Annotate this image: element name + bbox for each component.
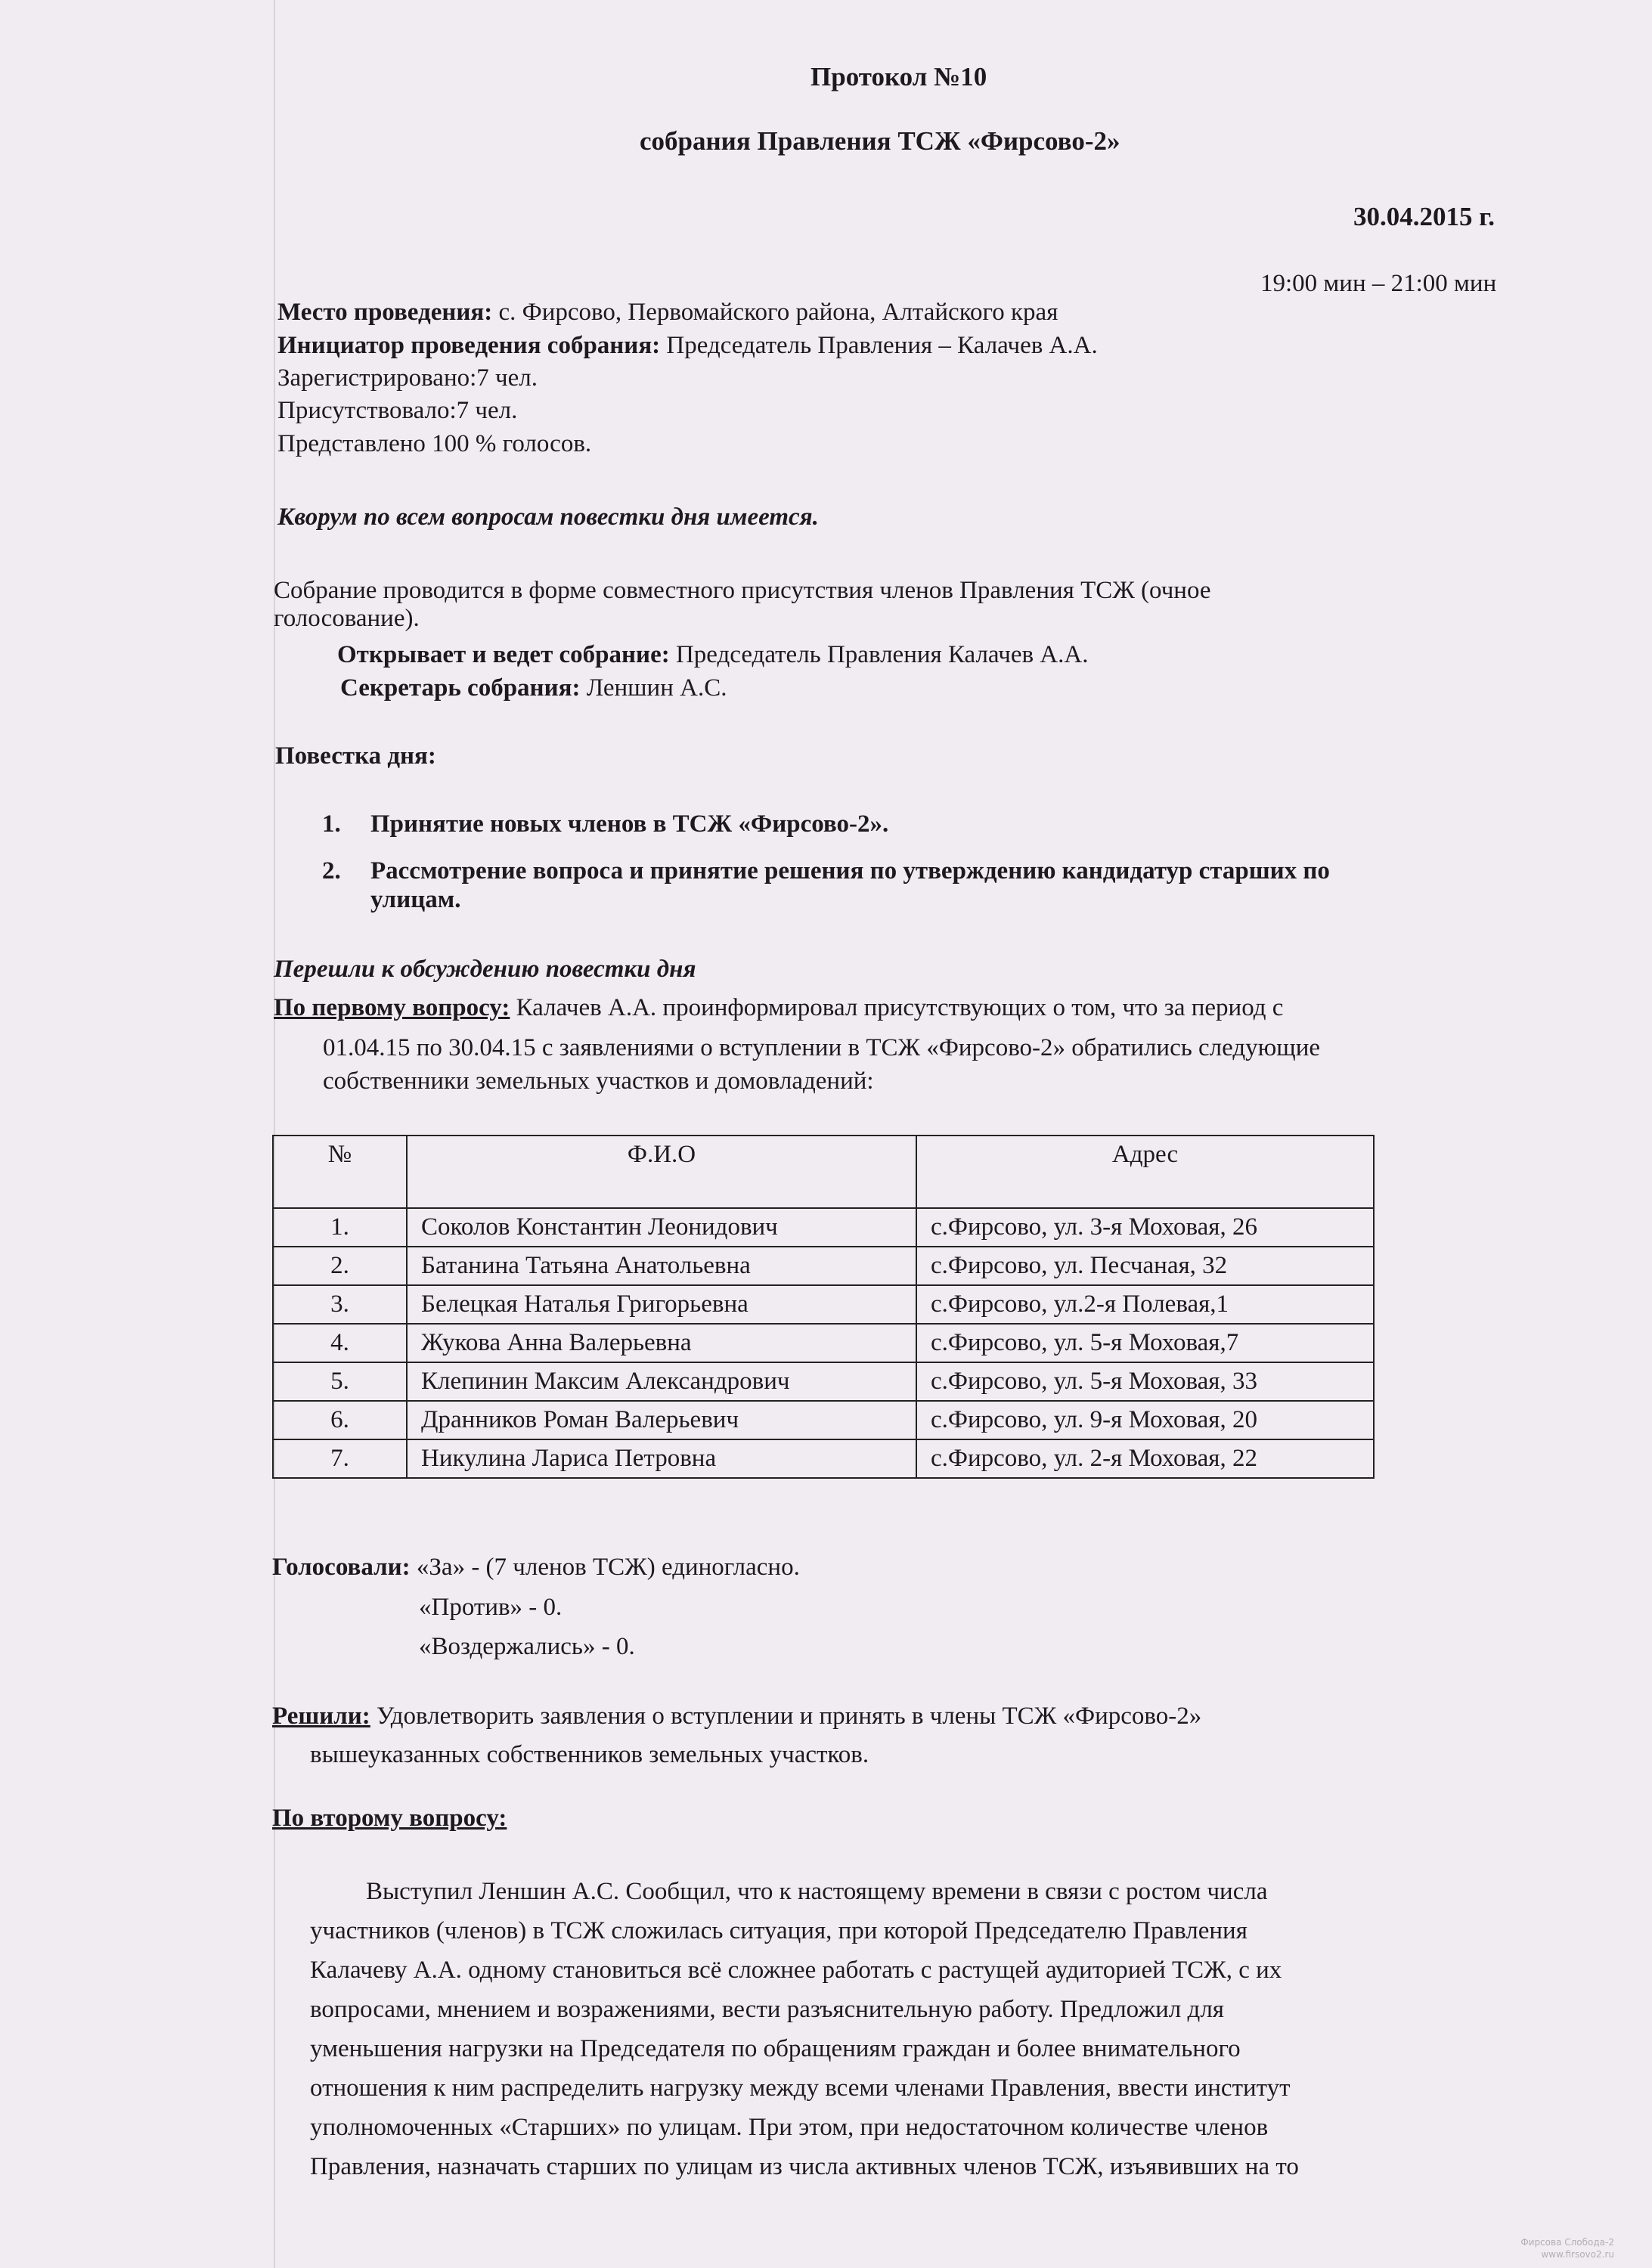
decision-line1 xyxy=(272,1701,1201,1731)
table-row xyxy=(273,1439,1374,1478)
question2-line: Калачеву А.А. одному становиться всё сложнее работать с растущей аудиторией ТСЖ, с их xyxy=(310,1957,1282,1984)
question1-intro: Калачев А.А. проинформировал присутствующих о том, что за период с xyxy=(510,994,1284,1021)
registered-count: Зарегистрировано:7 чел. xyxy=(277,364,538,392)
initiator-label: Инициатор проведения собрания: xyxy=(277,332,661,359)
table-header-row xyxy=(273,1136,1374,1208)
table-row xyxy=(273,1247,1374,1285)
protocol-title: Протокол №10 xyxy=(811,62,987,91)
agenda-item-1 xyxy=(322,809,341,839)
agenda-item-2-text-line1: Рассмотрение вопроса и принятие решения по утверждению кандидатур старших по xyxy=(370,857,1330,885)
row-address: с.Фирсово, ул. 3-я Моховая, 26 xyxy=(916,1208,1374,1247)
meeting-time: 19:00 мин – 21:00 мин xyxy=(1260,270,1497,297)
agenda-heading: Повестка дня: xyxy=(275,742,436,770)
question2-line: уменьшения нагрузки на Председателя по обращениям граждан и более внимательного xyxy=(310,2035,1241,2062)
present-count: Присутствовало:7 чел. xyxy=(277,397,518,424)
place-label: Место проведения: xyxy=(277,299,493,326)
question2-line: Правления, назначать старших по улицам из числа активных членов ТСЖ, изъявивших на то xyxy=(310,2153,1299,2180)
meeting-form-line1: Собрание проводится в форме совместного присутствия членов Правления ТСЖ (очное xyxy=(274,577,1211,604)
row-address: с.Фирсово, ул.2-я Полевая,1 xyxy=(916,1285,1374,1324)
secretary-value: Леншин А.С. xyxy=(580,674,727,702)
meeting-form-line2: голосование). xyxy=(274,605,420,632)
chair-label: Открывает и ведет собрание: xyxy=(337,641,670,668)
voting-for-value: «За» - (7 членов ТСЖ) единогласно. xyxy=(410,1554,800,1581)
row-address: с.Фирсово, ул. 2-я Моховая, 22 xyxy=(916,1439,1374,1478)
place-value: с. Фирсово, Первомайского района, Алтайского края xyxy=(492,299,1058,326)
question2-heading: По второму вопросу: xyxy=(272,1805,507,1832)
row-number: 6. xyxy=(273,1401,407,1439)
meeting-chair xyxy=(337,640,1089,670)
row-fio: Дранников Роман Валерьевич xyxy=(407,1401,916,1439)
row-number: 7. xyxy=(273,1439,407,1478)
agenda-item-2-text-line2: улицам. xyxy=(370,886,461,913)
row-address: с.Фирсово, ул. Песчаная, 32 xyxy=(916,1247,1374,1285)
discussion-heading: Перешли к обсуждению повестки дня xyxy=(274,956,696,983)
row-fio: Жукова Анна Валерьевна xyxy=(407,1324,916,1362)
row-fio: Соколов Константин Леонидович xyxy=(407,1208,916,1247)
header-address: Адрес xyxy=(916,1136,1374,1208)
row-fio: Белецкая Наталья Григорьевна xyxy=(407,1285,916,1324)
meeting-secretary xyxy=(340,673,727,703)
meeting-initiator xyxy=(277,330,1098,361)
table-row xyxy=(273,1401,1374,1439)
chair-value: Председатель Правления Калачев А.А. xyxy=(669,641,1089,668)
secretary-label: Секретарь собрания: xyxy=(340,674,581,702)
table-row xyxy=(273,1362,1374,1401)
row-fio: Никулина Лариса Петровна xyxy=(407,1439,916,1478)
question2-line: отношения к ним распределить нагрузку между всеми членами Правления, ввести институт xyxy=(310,2074,1291,2102)
header-number: № xyxy=(273,1136,407,1208)
row-address: с.Фирсово, ул. 5-я Моховая, 33 xyxy=(916,1362,1374,1401)
applicants-table xyxy=(272,1135,1375,1479)
row-number: 5. xyxy=(273,1362,407,1401)
row-fio: Клепинин Максим Александрович xyxy=(407,1362,916,1401)
row-address: с.Фирсово, ул. 5-я Моховая,7 xyxy=(916,1324,1374,1362)
initiator-value: Председатель Правления – Калачев А.А. xyxy=(660,332,1098,359)
decision-text: Удовлетворить заявления о вступлении и принять в члены ТСЖ «Фирсово-2» xyxy=(370,1703,1202,1730)
row-fio: Батанина Татьяна Анатольевна xyxy=(407,1247,916,1285)
row-number: 3. xyxy=(273,1285,407,1324)
protocol-subtitle: собрания Правления ТСЖ «Фирсово-2» xyxy=(640,126,1120,156)
page-fold-line xyxy=(274,0,275,2268)
meeting-place xyxy=(277,297,1058,327)
votes-represented: Представлено 100 % голосов. xyxy=(277,430,592,457)
table-row xyxy=(273,1324,1374,1362)
voting-against: «Против» - 0. xyxy=(419,1594,563,1621)
question1-paragraph-line1 xyxy=(274,993,1283,1023)
watermark-title: Фирсова Слобода-2 xyxy=(1520,2237,1614,2248)
protocol-date: 30.04.2015 г. xyxy=(1353,202,1495,231)
decision-label: Решили: xyxy=(272,1703,370,1730)
question2-line: вопросами, мнением и возражениями, вести разъяснительную работу. Предложил для xyxy=(310,1996,1224,2023)
quorum-statement: Кворум по всем вопросам повестки дня имеется. xyxy=(277,503,819,531)
question2-line: Выступил Леншин А.С. Сообщил, что к настоящему времени в связи с ростом числа xyxy=(366,1878,1268,1905)
watermark xyxy=(1520,2236,1614,2260)
decision-line2: вышеуказанных собственников земельных участков. xyxy=(310,1741,869,1768)
watermark-url: www.firsovo2.ru xyxy=(1541,2249,1614,2260)
voting-for xyxy=(272,1552,800,1582)
question1-paragraph-line3: собственники земельных участков и домовладений: xyxy=(323,1067,874,1095)
agenda-item-1-number: 1. xyxy=(322,810,341,838)
question1-label: По первому вопросу: xyxy=(274,994,510,1021)
question2-line: участников (членов) в ТСЖ сложилась ситуация, при которой Председателю Правления xyxy=(310,1917,1248,1944)
row-address: с.Фирсово, ул. 9-я Моховая, 20 xyxy=(916,1401,1374,1439)
row-number: 4. xyxy=(273,1324,407,1362)
table-row xyxy=(273,1208,1374,1247)
voting-label: Голосовали: xyxy=(272,1554,411,1581)
agenda-item-1-text: Принятие новых членов в ТСЖ «Фирсово-2». xyxy=(370,810,889,838)
header-fio: Ф.И.О xyxy=(407,1136,916,1208)
voting-abstained: «Воздержались» - 0. xyxy=(419,1633,635,1660)
row-number: 2. xyxy=(273,1247,407,1285)
row-number: 1. xyxy=(273,1208,407,1247)
agenda-item-2-number: 2. xyxy=(322,857,341,885)
question2-line: уполномоченных «Старших» по улицам. При этом, при недостаточном количестве членов xyxy=(310,2114,1269,2141)
question1-paragraph-line2: 01.04.15 по 30.04.15 с заявлениями о вступлении в ТСЖ «Фирсово-2» обратились следующие xyxy=(323,1034,1321,1061)
table-row xyxy=(273,1285,1374,1324)
